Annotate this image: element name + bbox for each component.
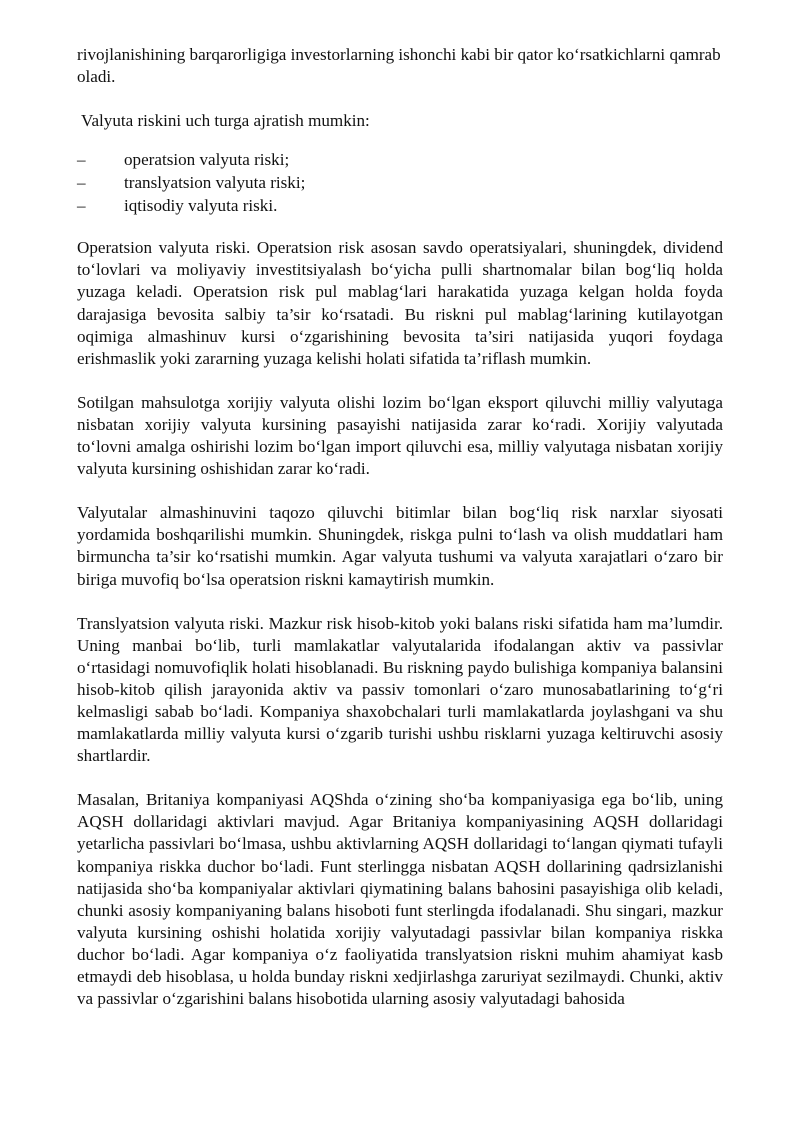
list-lead-text: Valyuta riskini uch turga ajratish mumkin: [81, 111, 370, 131]
dash-bullet: – [77, 150, 86, 170]
paragraph-britain-example: Masalan, Britaniya kompaniyasi AQShda o‘zining sho‘ba kompaniyasiga ega bo‘lib, uning AQSH dollaridagi aktivlari mavjud. Agar Britaniya kompaniyasining AQSH dollaridagi yetarlicha passivlari bo‘lmasa, ushbu aktivlarning AQSH dollaridagi to‘langan qiymati tufayli kompaniya riskka duchor bo‘ladi. Funt sterlingga nisbatan AQSH dollarining qadrsizlanishi natijasida sho‘ba kompaniyalar aktivlari qiymatining balans bahosini pasayishiga olib keladi, chunki asosiy kompaniyaning balans hisoboti funt sterlingda ifodalanadi. Shu singari, mazkur valyuta kursining oshishi holatida xorijiy valyutadagi passivlar bilan kompaniya riskka duchor bo‘ladi. Agar kompaniya o‘z faoliyatida translyatsion riskni muhim ahamiyat kasb etmaydi deb hisoblasa, u holda bunday riskni xedjirlashga zaruriyat sezilmaydi. Chunki, aktiv va passivlar o‘zgarishini balans hisobotida ularning asosiy valyutadagi bahosida [77, 790, 723, 1009]
paragraph-exporter-importer: Sotilgan mahsulotga xorijiy valyuta olishi lozim bo‘lgan eksport qiluvchi milliy valyutaga nisbatan xorijiy valyuta kursining pasayishi natijasida zarar ko‘radi. Xorijiy valyutada to‘lovni amalga oshirishi lozim bo‘lgan import qiluvchi esa, milliy valyutaga nisbatan xorijiy valyuta kursining oshishidan zarar ko‘radi. [77, 392, 723, 479]
paragraph-operational-risk: Operatsion valyuta riski. Operatsion risk asosan savdo operatsiyalari, shuningdek, dividend to‘lovlari va moliyaviy investitsiyalash bo‘yicha pulli shartnomalar bilan bog‘liq holda yuzaga keladi. Operatsion risk pul mablag‘lari harakatida yuzaga kelgan holda foyda darajasiga bevosita salbiy ta’sir ko‘rsatadi. Bu riskni pul mablag‘larining kutilayotgan oqimiga almashinuv kursi o‘zgarishining bevosita ta’siri natijasida yuqori foydaga erishmaslik yoki zararning yuzaga kelishi holati sifatida ta’riflash mumkin. [77, 238, 723, 368]
paragraph-translation-risk: Translyatsion valyuta riski. Mazkur risk hisob-kitob yoki balans riski sifatida ham ma’lumdir. Uning manbai bo‘lib, turli mamlakatlar valyutalarida ifodalangan aktiv va passivlar o‘rtasidagi nomuvofiqlik holati hisoblanadi. Bu riskning paydo bulishiga kompaniya balansini hisob-kitob qilish jarayonida aktiv va passiv tomonlari o‘zaro munosabatlarining to‘g‘ri kelmasligi sabab bo‘ladi. Kompaniya shaxobchalari turli mamlakatlarda joylashgani va shu mamlakatlarda milliy valyuta kursi o‘zgarib turishi ushbu risklarni yuzaga keltiruvchi asosiy shartlardir. [77, 613, 723, 766]
intro-paragraph: rivojlanishining barqarorligiga investorlarning ishonchi kabi bir qator ko‘rsatkichlarni qamrab oladi. [77, 45, 721, 87]
list-item [77, 148, 723, 171]
document-page [77, 44, 723, 1032]
risk-types-list [77, 148, 723, 217]
list-item [77, 171, 723, 194]
dash-bullet: – [77, 196, 86, 216]
list-item-text: translyatsion valyuta riski; [124, 173, 306, 193]
paragraph-risk-management: Valyutalar almashinuvini taqozo qiluvchi bitimlar bilan bog‘liq risk narxlar siyosati yordamida boshqarilishi mumkin. Shuningdek, riskga pulni to‘lash va olish muddatlari ham birmuncha ta’sir ko‘rsatishi mumkin. Agar valyuta tushumi va valyuta xarajatlari o‘zaro bir biriga muvofiq bo‘lsa operatsion riskni kamaytirish mumkin. [77, 503, 723, 589]
list-item [77, 194, 723, 217]
dash-bullet: – [77, 173, 86, 193]
list-item-text: iqtisodiy valyuta riski. [124, 196, 278, 216]
list-item-text: operatsion valyuta riski; [124, 150, 290, 170]
